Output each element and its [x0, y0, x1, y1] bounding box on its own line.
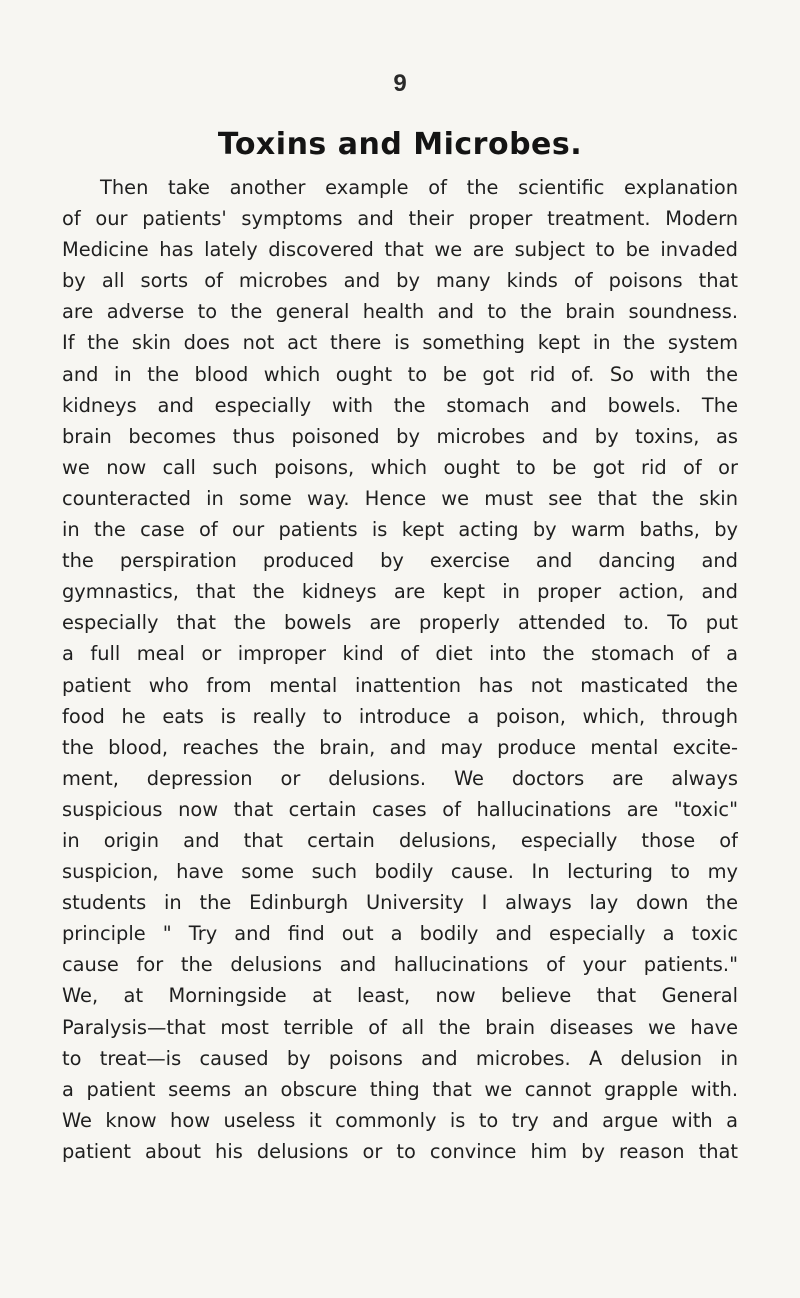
text-line: Medicine has lately discovered that we are subject to be invaded	[62, 238, 738, 262]
text-line: by all sorts of microbes and by many kinds of poisons that	[62, 269, 738, 293]
text-line: the blood, reaches the brain, and may produce mental excite-	[62, 735, 738, 759]
text-line: we now call such poisons, which ought to be got rid of or	[62, 455, 738, 479]
text-line: suspicious now that certain cases of hallucinations are "toxic"	[62, 797, 738, 821]
text-line: patient about his delusions or to convince him by reason that	[62, 1139, 738, 1163]
text-line: If the skin does not act there is something kept in the system	[62, 331, 738, 355]
text-line: especially that the bowels are properly attended to. To put	[62, 611, 738, 635]
text-line: counteracted in some way. Hence we must see that the skin	[62, 486, 738, 510]
text-line: brain becomes thus poisoned by microbes and by toxins, as	[62, 424, 738, 448]
text-line: We know how useless it commonly is to try and argue with a	[62, 1108, 738, 1132]
text-line: ment, depression or delusions. We doctors are always	[62, 766, 738, 790]
text-line: suspicion, have some such bodily cause. In lecturing to my	[62, 860, 738, 884]
text-line: in the case of our patients is kept acting by warm baths, by	[62, 518, 738, 542]
text-line: kidneys and especially with the stomach and bowels. The	[62, 393, 738, 417]
text-line: of our patients' symptoms and their proper treatment. Modern	[62, 207, 738, 231]
text-line: cause for the delusions and hallucinations of your patients."	[62, 953, 738, 977]
page-number: 9	[393, 70, 407, 97]
text-line: a patient seems an obscure thing that we cannot grapple with.	[62, 1077, 738, 1101]
text-line: food he eats is really to introduce a poison, which, through	[62, 704, 738, 728]
text-line: in origin and that certain delusions, especially those of	[62, 828, 738, 852]
text-line: students in the Edinburgh University I always lay down the	[62, 891, 738, 915]
text-line: a full meal or improper kind of diet into the stomach of a	[62, 642, 738, 666]
body-paragraph	[62, 172, 738, 1167]
text-line: gymnastics, that the kidneys are kept in proper action, and	[62, 580, 738, 604]
text-line: to treat—is caused by poisons and microbes. A delusion in	[62, 1046, 738, 1070]
text-line: and in the blood which ought to be got rid of. So with the	[62, 362, 738, 386]
text-line: patient who from mental inattention has not masticated the	[62, 673, 738, 697]
text-line: We, at Morningside at least, now believe that General	[62, 984, 738, 1008]
text-line: Then take another example of the scientific explanation	[100, 176, 738, 199]
text-line: are adverse to the general health and to the brain soundness.	[62, 300, 738, 324]
text-line: the perspiration produced by exercise and dancing and	[62, 549, 738, 573]
text-line: principle " Try and find out a bodily and especially a toxic	[62, 922, 738, 946]
section-title: Toxins and Microbes.	[217, 127, 583, 162]
text-line: Paralysis—that most terrible of all the brain diseases we have	[62, 1015, 738, 1039]
